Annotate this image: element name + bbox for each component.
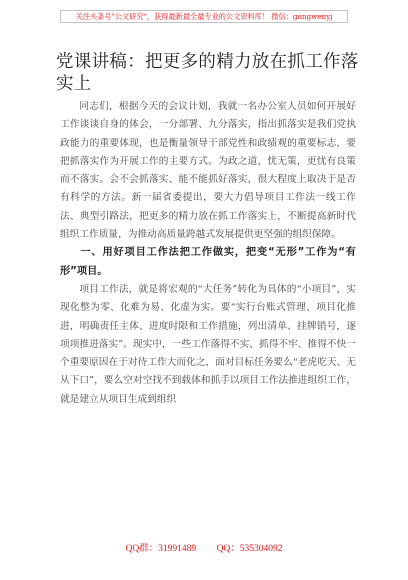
body-paragraph: 项目工作法，就是将宏观的“大任务”转化为具体的“小项目”，实现化整为零、化难为易、化虚为实。要“实行台账式管理、项目化推进，明确责任主体、进度时限和工作措施，列出清单、挂牌销号，逐项项推进落实”。现实中，一些工作落得不实、抓得不牢、推得不快一个重要原因在于对待工作大而化之，面对目标任务要么“老虎吃天、无从下口”，要么空对空找不到载体和抓手以项目工作法推进组织工作，就是建立从项目生成到组织 [60, 283, 356, 405]
section-heading: 一、用好项目工作法把工作做实，把变“无形”工作为“有形”项目。 [60, 247, 356, 277]
body-paragraph: 同志们，根据今天的会议计划，我就一名办公室人员如何开展好工作谈谈自身的体会，一分部署、九分落实，指出抓落实是我们党执政能力的重要体现，也是衡量领导干部党性和政绩观的重要标志，要把抓落实作为开展工作的主要方式。为政之道，忧无策，更忧有良策而不落实。会不会抓落实、能不能抓好落实，很大程度上取决于是否有科学的方法。新一届省委提出，要大力倡导项目工作法一线工作法、典型引路法，把更多的精力放在抓工作落实上，不断提高新时代组织工作质量，为推动高质量跨越式发展提供更坚强的组织保障。 [60, 101, 356, 241]
header-banner: 关注头条号"公文研究"，获得最新最全最专业的公文资料库！ 微信：gongwenyj [60, 10, 348, 23]
document-body [60, 98, 356, 409]
footer-qq-group: QQ群：31991489 [125, 544, 197, 554]
footer-qq: QQ：535304092 [216, 544, 283, 554]
document-title: 党课讲稿：把更多的精力放在抓工作落实上 [56, 52, 359, 94]
footer-contacts [0, 540, 408, 554]
